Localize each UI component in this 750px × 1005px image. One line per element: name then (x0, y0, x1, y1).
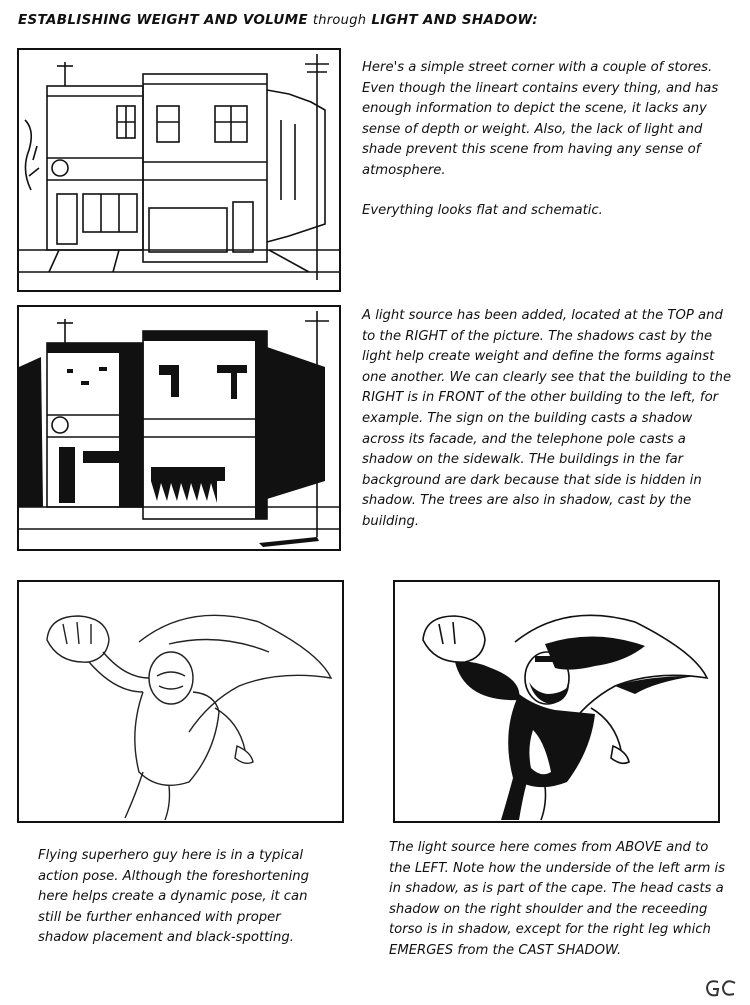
title-part-1: ESTABLISHING WEIGHT AND VOLUME (18, 12, 308, 28)
page-title (18, 12, 538, 28)
caption-panel-2 (362, 306, 738, 533)
caption-panel-4 (389, 838, 734, 962)
panel-street-lineart (17, 48, 341, 292)
caption-paragraph: A light source has been added, located at the TOP and to the RIGHT of the picture. The shadows cast by the light help create weight and define the forms against one another. We can clearly see that the building to the RIGHT is in FRONT of the other building to the left, for example. The sign on the building casts a shadow across its facade, and the telephone pole casts a shadow on the sidewalk. THe buildings in the far background are dark because that side is hidden in shadow. The trees are also in shadow, cast by the building. (362, 308, 732, 529)
title-part-2: LIGHT AND SHADOW: (371, 12, 539, 28)
street-shaded-illustration (19, 307, 339, 549)
caption-paragraph: Flying superhero guy here is in a typical action pose. Although the foreshortening here helps create a dynamic pose, it can still be further enhanced with proper shadow placement and black-spotting. (38, 848, 309, 946)
title-through: through (312, 13, 367, 28)
caption-paragraph: Everything looks flat and schematic. (362, 202, 603, 218)
panel-superhero-shaded (393, 580, 720, 823)
caption-paragraph: The light source here comes from ABOVE and to the LEFT. Note how the underside of the left arm is in shadow, as is part of the cape. The head casts a shadow on the right shoulder and the receeding torso is in shadow, except for the right leg which EMERGES from the CAST SHADOW. (389, 840, 726, 958)
gc-logo (704, 977, 738, 999)
panel-street-shaded (17, 305, 341, 551)
superhero-shaded-illustration (395, 582, 718, 821)
caption-paragraph: Here's a simple street corner with a couple of stores. Even though the lineart contains every thing, and has enough information to depict the scene, it lacks any sense of depth or weight. Also, the lack of light and shade prevent this scene from having any sense of atmosphere. (362, 60, 719, 178)
street-lineart-illustration (19, 50, 339, 290)
panel-superhero-lineart (17, 580, 344, 823)
caption-panel-1 (362, 58, 738, 221)
caption-panel-3 (38, 846, 328, 949)
superhero-lineart-illustration (19, 582, 342, 821)
